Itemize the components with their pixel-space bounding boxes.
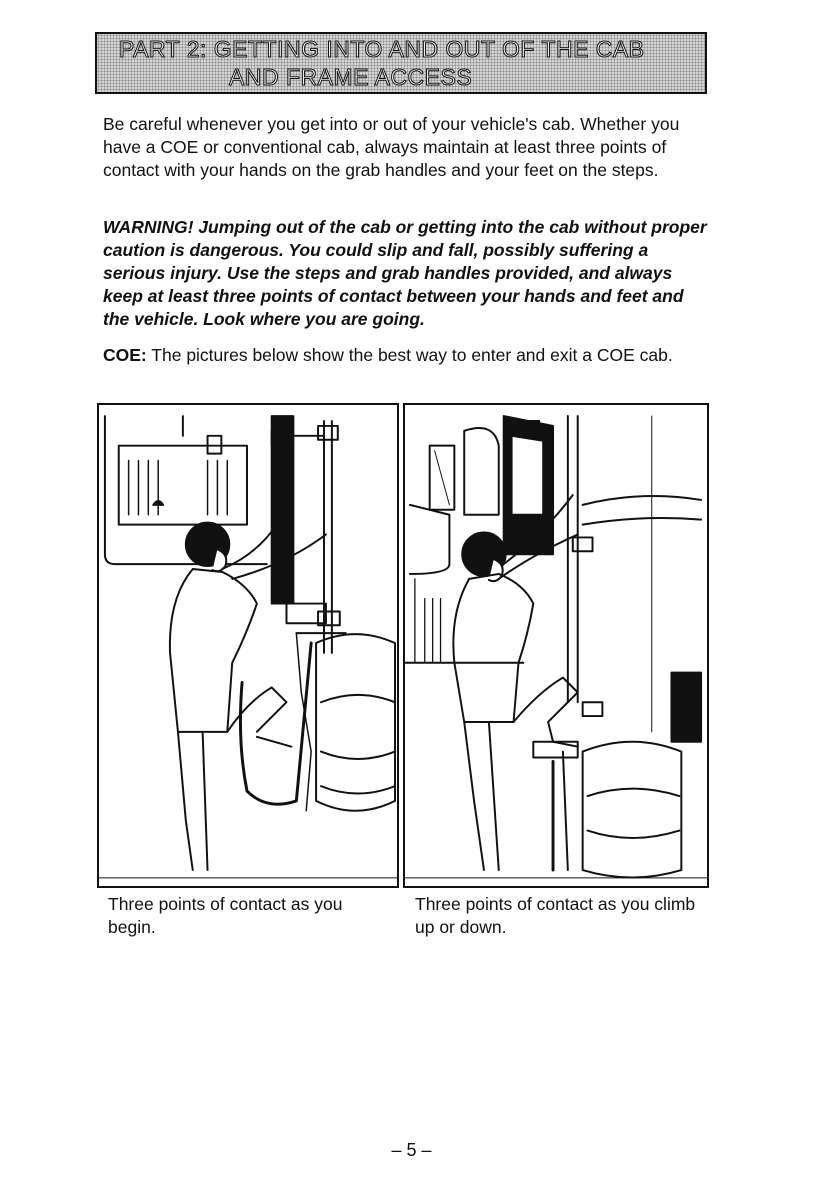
page-number: – 5 – — [391, 1140, 432, 1160]
part-header-line-2: AND FRAME ACCESS — [229, 64, 473, 90]
coe-text: The pictures below show the best way to enter and exit a COE cab. — [146, 345, 673, 365]
illustration-climb-up-down — [403, 403, 709, 888]
coe-label: COE: — [103, 345, 147, 365]
intro-paragraph: Be careful whenever you get into or out of your vehicle's cab. Whether you have a COE or conventional cab, always maintain at least three points of contact with your hands on the grab handles and your feet on the steps. — [103, 114, 680, 180]
caption-climb: Three points of contact as you climb up or down. — [415, 894, 696, 937]
coe-paragraph — [103, 344, 713, 367]
warning-paragraph: WARNING! Jumping out of the cab or getting into the cab without proper caution is dangerous. You could slip and fall, possibly suffering a serious injury. Use the steps and grab handles provided, and always keep at least three points of contact between your hands and feet and the vehicle. Look where you are going. — [103, 217, 707, 329]
caption-begin: Three points of contact as you begin. — [108, 894, 343, 937]
illustration-begin-climb — [97, 403, 399, 888]
part-header-banner — [95, 32, 707, 94]
part-header-line-1: PART 2: GETTING INTO AND OUT OF THE CAB — [119, 36, 645, 62]
